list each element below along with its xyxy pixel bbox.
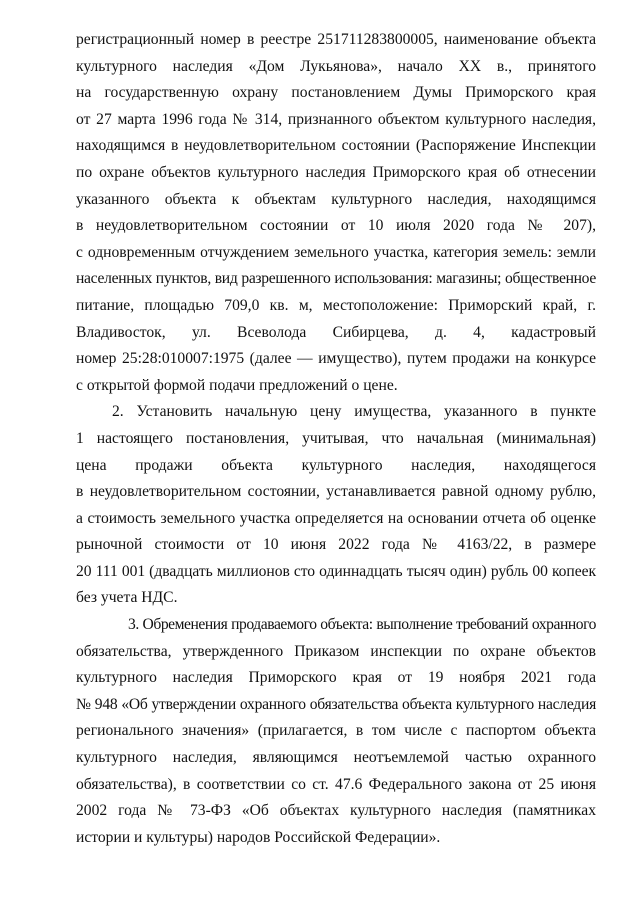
text-line: с одновременным отчуждением земельного участка, категория земель: земли (76, 243, 596, 261)
text-line: 2002 года № 73-ФЗ «Об объектах культурного наследия (памятниках (76, 802, 596, 820)
text-line: без учета НДС. (76, 589, 178, 607)
text-line: номер 25:28:010007:1975 (далее — имущество), путем продажи на конкурсе (76, 350, 596, 368)
text-line: культурного наследия Приморского края от 19 ноября 2021 года (76, 669, 596, 687)
text-line: а стоимость земельного участка определяется на основании отчета об оценке (76, 509, 596, 527)
text-line: от 27 марта 1996 года № 314, признанного объектом культурного наследия, (76, 110, 596, 128)
text-line: регионального значения» (прилагается, в том числе с паспортом объекта (76, 722, 596, 740)
text-line: с открытой формой подачи предложений о цене. (76, 376, 398, 394)
text-line: в неудовлетворительном состоянии от 10 июля 2020 года № 207), (76, 217, 596, 235)
text-line: питание, площадью 709,0 кв. м, местоположение: Приморский край, г. (76, 296, 596, 314)
text-line: обязательства, утвержденного Приказом инспекции по охране объектов (76, 642, 596, 660)
text-line: культурного наследия, являющимся неотъемлемой частью охранного (76, 749, 596, 767)
paragraph-1-continuation (76, 27, 596, 399)
text-line: 1 настоящего постановления, учитывая, что начальная (минимальная) (76, 429, 596, 447)
text-line: рыночной стоимости от 10 июня 2022 года № 4163/22, в размере (76, 536, 596, 554)
text-line: 20 111 001 (двадцать миллионов сто одиннадцать тысяч один) рубль 00 копеек (76, 562, 596, 580)
text-line: указанного объекта к объектам культурного наследия, находящимся (76, 190, 596, 208)
text-line: в неудовлетворительном состоянии, устанавливается равной одному рублю, (76, 483, 596, 501)
text-line: № 948 «Об утверждении охранного обязательства объекта культурного наследия (76, 695, 596, 713)
text-line: Владивосток, ул. Всеволода Сибирцева, д. 4, кадастровый (76, 323, 596, 341)
text-line: обязательства), в соответствии со ст. 47.6 Федерального закона от 25 июня (76, 775, 596, 793)
document-body (76, 27, 596, 851)
text-line: истории и культуры) народов Российской Федерации». (76, 828, 441, 846)
paragraph-2 (76, 399, 596, 612)
paragraph-3 (76, 612, 596, 851)
text-line: цена продажи объекта культурного наследия, находящегося (76, 456, 596, 474)
text-line: 3. Обременения продаваемого объекта: выполнение требований охранного (128, 616, 596, 634)
text-line: культурного наследия «Дом Лукьянова», начало XX в., принятого (76, 57, 596, 75)
text-line: регистрационный номер в реестре 251711283800005, наименование объекта (76, 31, 596, 48)
text-line: находящимся в неудовлетворительном состоянии (Распоряжение Инспекции (76, 137, 596, 155)
text-line: на государственную охрану постановлением Думы Приморского края (76, 84, 596, 102)
text-line: населенных пунктов, вид разрешенного использования: магазины; общественное (76, 270, 596, 288)
text-line: 2. Установить начальную цену имущества, указанного в пункте (112, 403, 596, 421)
text-line: по охране объектов культурного наследия Приморского края об отнесении (76, 163, 596, 181)
